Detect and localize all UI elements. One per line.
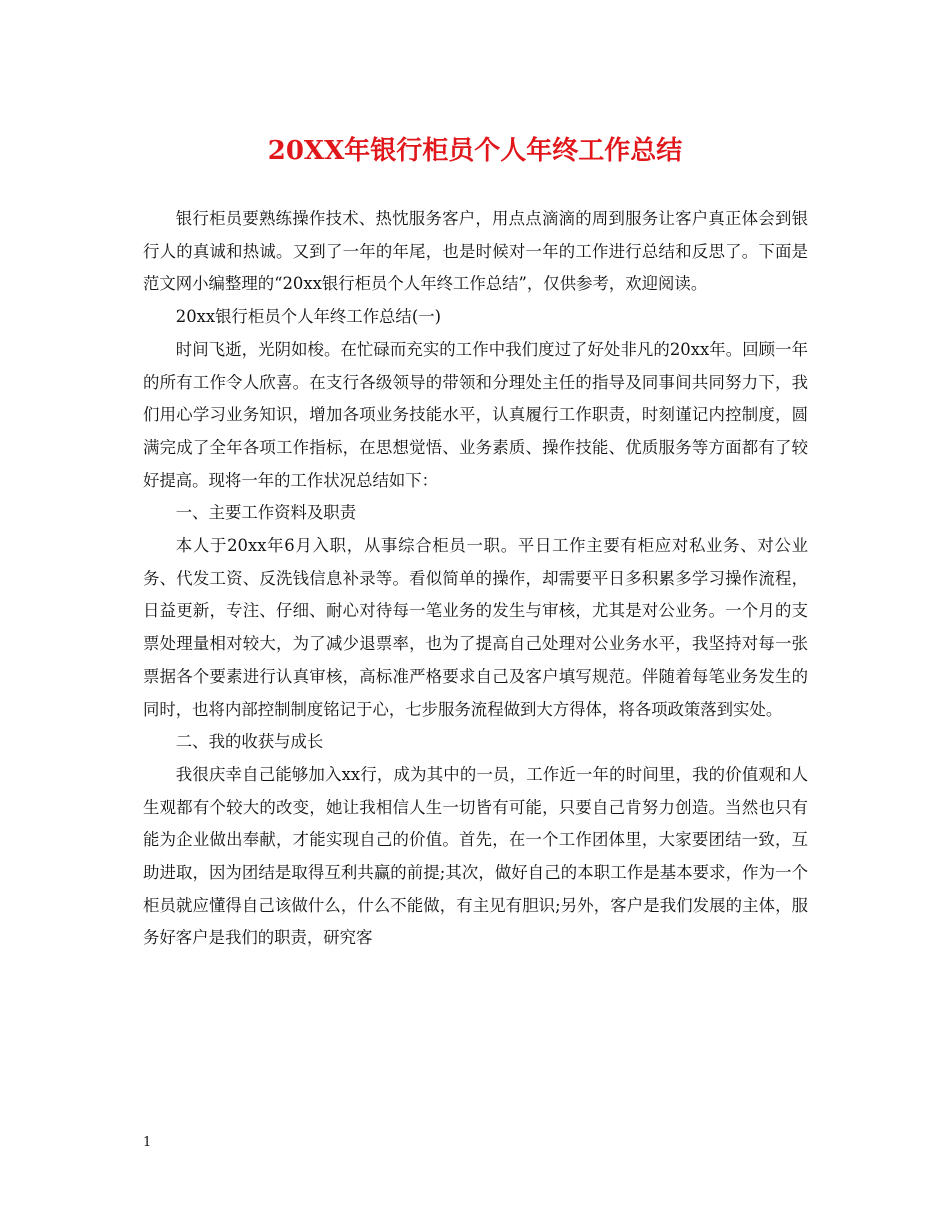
document-body bbox=[143, 203, 808, 955]
paragraph-section-title: 20xx银行柜员个人年终工作总结(一) bbox=[175, 307, 442, 327]
page-number: 1 bbox=[143, 1135, 152, 1150]
paragraph-duties: 本人于20xx年6月入职，从事综合柜员一职。平日工作主要有柜应对私业务、对公业务、代发工资、反洗钱信息补录等。看似简单的操作，却需要平日多积累多学习操作流程，日益更新，专注、仔细、耐心对待每一笔业务的发生与审核，尤其是对公业务。一个月的支票处理量相对较大，为了减少退票率，也为了提高自己处理对公业务水平，我坚持对每一张票据各个要素进行认真审核，高标准严格要求自己及客户填写规范。伴随着每笔业务发生的同时，也将内部控制制度铭记于心，七步服务流程做到大方得体，将各项政策落到实处。 bbox=[143, 536, 808, 719]
paragraph-heading-duties: 一、主要工作资料及职责 bbox=[175, 503, 357, 523]
paragraph-growth: 我很庆幸自己能够加入xx行，成为其中的一员，工作近一年的时间里，我的价值观和人生观都有个较大的改变，她让我相信人生一切皆有可能，只要自己肯努力创造。当然也只有能为企业做出奉献，才能实现自己的价值。首先，在一个工作团体里，大家要团结一致，互助进取，因为团结是取得互利共赢的前提;其次，做好自己的本职工作是基本要求，作为一个柜员就应懂得自己该做什么，什么不能做，有主见有胆识;另外，客户是我们发展的主体，服务好客户是我们的职责，研究客 bbox=[143, 764, 808, 948]
paragraph-intro: 银行柜员要熟练操作技术、热忱服务客户，用点点滴滴的周到服务让客户真正体会到银行人的真诚和热诚。又到了一年的年尾，也是时候对一年的工作进行总结和反思了。下面是范文网小编整理的“20xx银行柜员个人年终工作总结”，仅供参考，欢迎阅读。 bbox=[143, 209, 808, 294]
paragraph-heading-growth: 二、我的收获与成长 bbox=[175, 732, 324, 752]
document-title: 20XX年银行柜员个人年终工作总结 bbox=[267, 136, 683, 166]
paragraph-opening: 时间飞逝，光阴如梭。在忙碌而充实的工作中我们度过了好处非凡的20xx年。回顾一年的所有工作令人欣喜。在支行各级领导的带领和分理处主任的指导及同事间共同努力下，我们用心学习业务知识，增加各项业务技能水平，认真履行工作职责，时刻谨记内控制度，圆满完成了全年各项工作指标，在思想觉悟、业务素质、操作技能、优质服务等方面都有了较好提高。现将一年的工作状况总结如下： bbox=[143, 339, 808, 490]
